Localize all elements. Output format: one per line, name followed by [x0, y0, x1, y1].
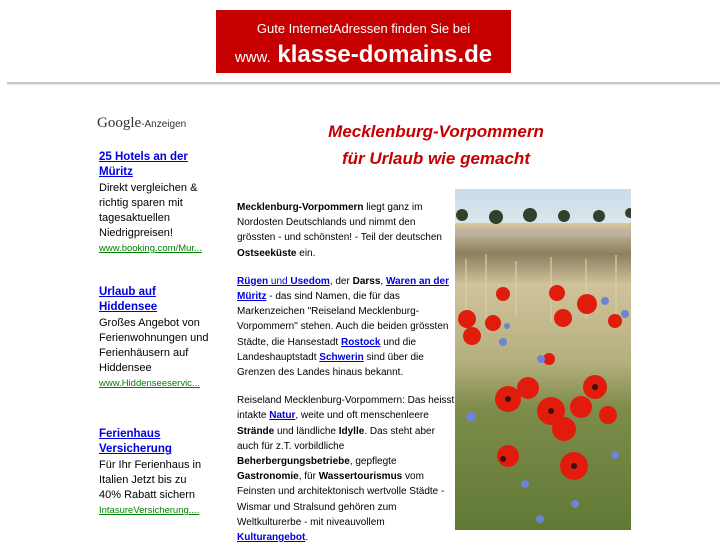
link-rostock[interactable]: Rostock [340, 336, 381, 348]
link-waren-mueritz[interactable]: Waren an der Müritz [237, 275, 449, 303]
bold-text: Ostseeküste [237, 247, 297, 259]
text: und ländliche [274, 425, 339, 437]
paragraph-intro [237, 200, 455, 261]
text: vom Feinsten und architektonisch wertvolle Städte - Wismar und Stralsund gehören zum Weltkulturerbe - mit niveauvollem [237, 471, 445, 528]
ad-description: Großes Angebot von Ferienwohnungen und Ferienhäusern auf Hiddensee [99, 317, 209, 374]
bold-text: Mecklenburg-Vorpommern [237, 202, 364, 213]
ad-description: Für Ihr Ferienhaus in Italien Jetzt bis zu 40% Rabatt sichern [99, 459, 202, 501]
ad-title-link[interactable]: Urlaub auf Hiddensee [99, 286, 158, 313]
link-schwerin[interactable]: Schwerin [319, 351, 364, 363]
bold-text: Wassertourismus [318, 471, 403, 483]
banner-tagline: Gute InternetAdressen finden Sie bei [256, 21, 471, 36]
poppy-field-photo [455, 189, 631, 530]
google-ads-label[interactable] [97, 116, 209, 132]
ad-url-link[interactable]: www.booking.com/Mur... [99, 243, 202, 254]
ad-description: Direkt vergleichen & richtig sparen mit tagesaktuellen Niedrigpreisen! [99, 182, 198, 239]
ad-item [99, 150, 211, 256]
link-ruegen[interactable]: Rügen [237, 275, 269, 287]
text: und die Landeshauptstadt [237, 336, 417, 363]
banner-www: www. [234, 49, 271, 66]
text: . Das steht aber auch für z.T. vorbildliche [237, 425, 435, 452]
ad-item [99, 285, 211, 391]
paragraph-reiseland [237, 393, 455, 545]
bold-text: Beherbergungsbetriebe [237, 456, 350, 468]
text: - das sind Namen, die für das Markenzeichen "Reiseland Mecklenburg-Vorpommern" stehen. Auch die beiden grössten Städte, die Hansestadt [237, 291, 449, 348]
page-title [300, 118, 572, 172]
ad-title-link[interactable]: Ferienhaus Versicherung [99, 428, 172, 455]
banner-domain-name: klasse-domains.de [277, 41, 493, 68]
bold-text: Darss [352, 275, 381, 287]
text: , der [329, 275, 353, 287]
text: Reiseland Mecklenburg-Vorpommern: Das heisst intakte [237, 395, 455, 422]
ad-title-link[interactable]: 25 Hotels an der Müritz [99, 151, 188, 178]
ad-item [99, 427, 211, 518]
link-usedom[interactable]: Usedom [290, 275, 330, 287]
banner-domain [216, 41, 511, 69]
page-title-line1: Mecklenburg-Vorpommern [328, 122, 544, 141]
paragraph-places [237, 274, 455, 380]
horizontal-divider [7, 82, 720, 85]
main-text [237, 200, 455, 558]
text: sind über die Grenzen des Landes hinaus bekannt. [237, 351, 424, 379]
klasse-domains-banner[interactable] [216, 10, 511, 73]
bold-text: Gastronomie [237, 471, 299, 483]
text: , für [298, 471, 319, 483]
text: ein. [296, 247, 316, 259]
google-ads-sidebar [97, 115, 209, 516]
text: , gepflegte [349, 456, 397, 468]
text: , weite und oft menschenleere [295, 410, 429, 422]
text: , [380, 275, 386, 287]
text: . [305, 532, 309, 544]
bold-text: Idylle [338, 425, 365, 437]
bold-text: Strände [237, 425, 275, 437]
ad-url-link[interactable]: www.Hiddenseeservic... [99, 378, 200, 389]
link-kulturangebot[interactable]: Kulturangebot [237, 532, 306, 544]
link-natur[interactable]: Natur [269, 410, 296, 422]
page-title-line2: für Urlaub wie gemacht [342, 149, 530, 168]
text: liegt ganz im Nordosten Deutschlands und nimmt den grössten - und schönsten! - Teil der deutschen [237, 202, 442, 244]
google-logo: Google [97, 115, 142, 131]
ad-url-link[interactable]: IntasureVersicherung.... [99, 505, 200, 516]
link-und[interactable]: und [268, 275, 291, 287]
ads-suffix: -Anzeigen [141, 119, 187, 130]
